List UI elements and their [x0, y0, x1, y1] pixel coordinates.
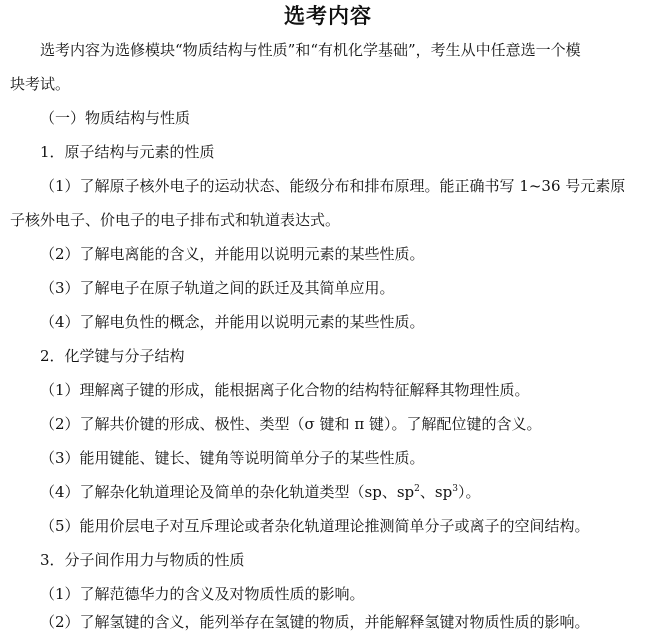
intermolecular-item-2: （2）了解氢键的含义，能列举存在氢键的物质，并能解释氢键对物质性质的影响。 [40, 613, 590, 631]
intro-line-2: 块考试。 [10, 75, 71, 93]
intro-line-1: 选考内容为选修模块“物质结构与性质”和“有机化学基础”，考生从中任意选一个模 [40, 41, 581, 59]
bond-item-5: （5）能用价层电子对互斥理论或者杂化轨道理论推测简单分子或离子的空间结构。 [40, 517, 590, 535]
page-title: 选考内容 [284, 3, 372, 28]
bond-item-4 [40, 482, 480, 502]
intermolecular-item-1: （1）了解范德华力的含义及对物质性质的影响。 [40, 585, 365, 603]
bond-item-4-suffix: ）。 [457, 483, 481, 501]
atomic-item-2: （2）了解电离能的含义，并能用以说明元素的某些性质。 [40, 245, 425, 263]
bond-item-1: （1）理解离子键的形成，能根据离子化合物的结构特征解释其物理性质。 [40, 381, 530, 399]
superscript-3: 3 [452, 484, 458, 494]
atomic-item-4: （4）了解电负性的概念，并能用以说明元素的某些性质。 [40, 313, 425, 331]
superscript-2: 2 [414, 484, 420, 494]
subsection-heading-chemical-bonds: 2．化学键与分子结构 [40, 347, 185, 365]
bond-item-2: （2）了解共价键的形成、极性、类型（σ 键和 π 键）。了解配位键的含义。 [40, 415, 542, 433]
subsection-heading-intermolecular: 3．分子间作用力与物质的性质 [40, 551, 245, 569]
bond-item-3: （3）能用键能、键长、键角等说明简单分子的某些性质。 [40, 449, 425, 467]
atomic-item-1-line-2: 子核外电子、价电子的电子排布式和轨道表达式。 [10, 211, 341, 229]
bond-item-4-mid: 、sp [419, 483, 453, 501]
atomic-item-3: （3）了解电子在原子轨道之间的跃迁及其简单应用。 [40, 279, 395, 297]
subsection-heading-atomic-structure: 1．原子结构与元素的性质 [40, 143, 215, 161]
bond-item-4-prefix: （4）了解杂化轨道理论及简单的杂化轨道类型（sp、sp [40, 483, 415, 501]
atomic-item-1-line-1: （1）了解原子核外电子的运动状态、能级分布和排布原理。能正确书写 1~36 号元素原 [40, 177, 626, 195]
section-heading-structure: （一）物质结构与性质 [40, 109, 191, 127]
